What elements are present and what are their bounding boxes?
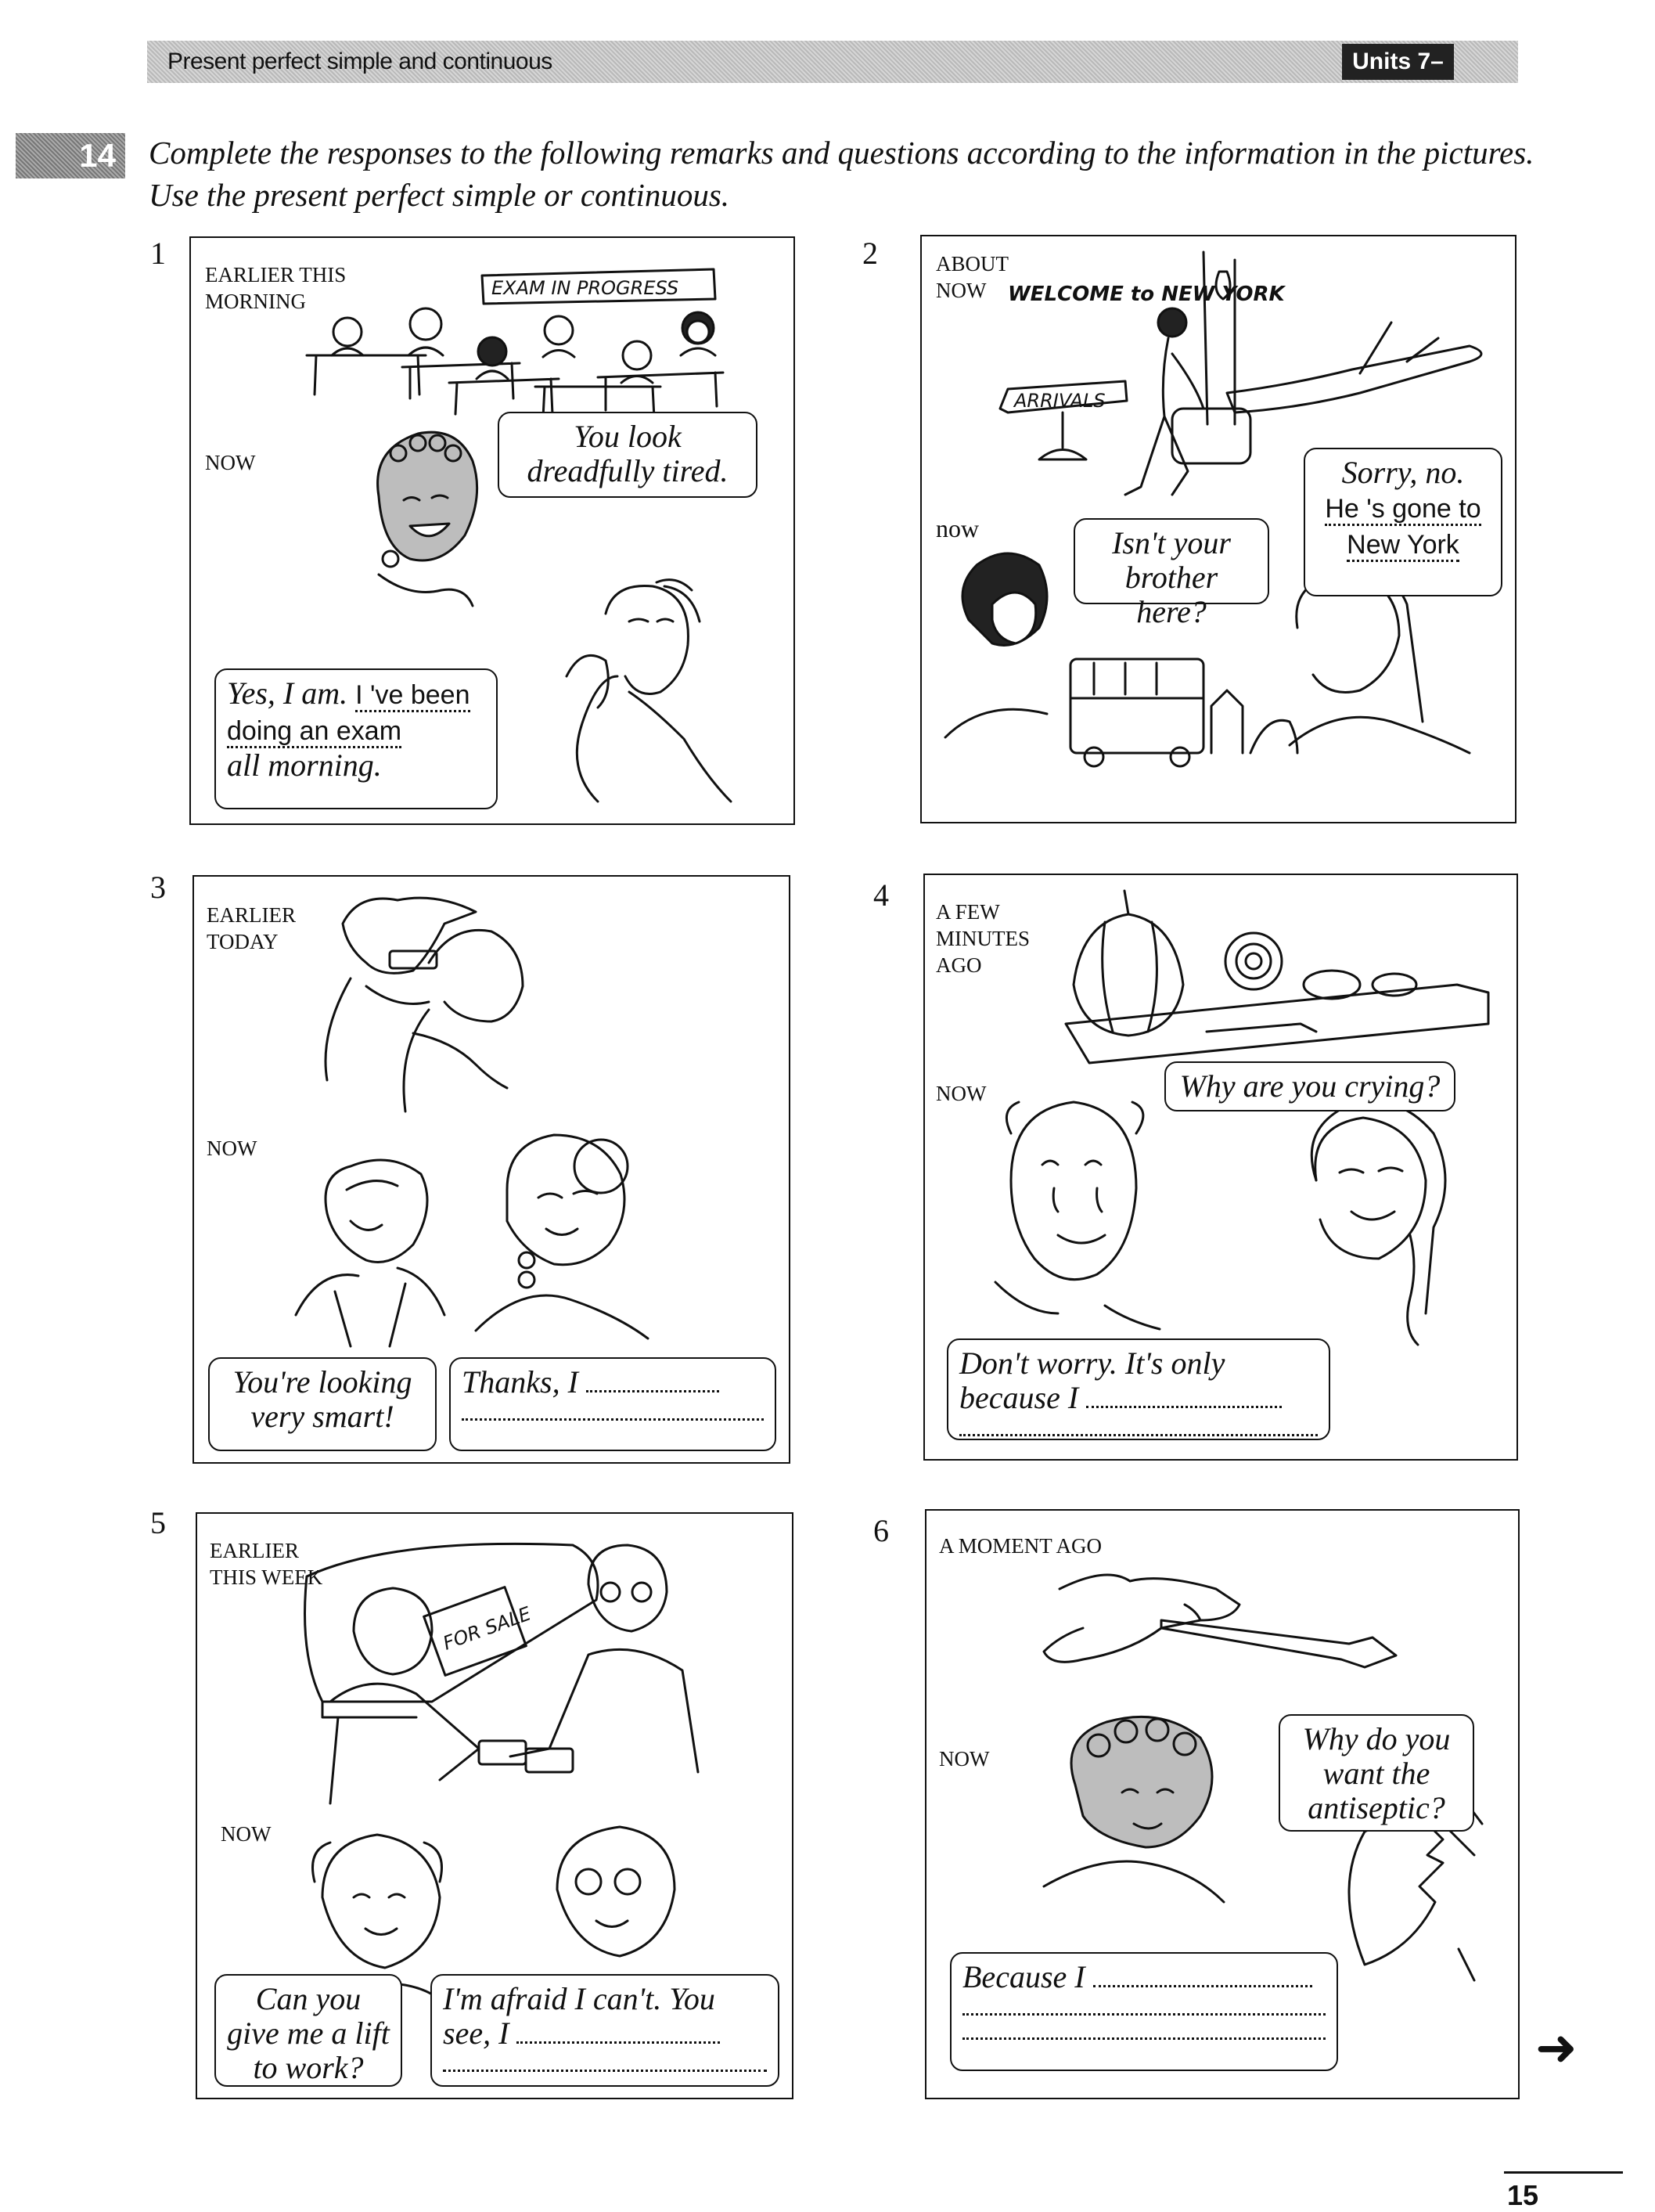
panel-1-caption-top: EARLIER THIS MORNING (205, 263, 347, 313)
panel-1-answer-end: all morning. (227, 748, 382, 783)
panel-2-number: 2 (862, 236, 878, 271)
panel-5-caption-top: EARLIER THIS WEEK (210, 1539, 323, 1589)
page-number: 15 (1507, 2179, 1539, 2211)
panel-5-answer-blank-2 (443, 2065, 767, 2072)
panel-4-number: 4 (873, 877, 889, 913)
panel-6-answer-blank-2 (962, 2008, 1326, 2016)
panel-6-caption-top: A MOMENT AGO (939, 1534, 1103, 1558)
panel-5-answer-bubble (430, 1974, 779, 2087)
panel-6-answer-bubble (950, 1952, 1338, 2071)
panel-3 (192, 875, 790, 1464)
panel-5 (196, 1512, 793, 2099)
panel-3-caption-now: NOW (207, 1137, 257, 1160)
header-band (147, 41, 1518, 110)
panel-5-caption-now: NOW (221, 1822, 272, 1846)
welcome-sign-text: WELCOME to NEW YORK (1008, 283, 1285, 306)
panel-3-number: 3 (150, 870, 166, 905)
panel-5-question-text: Can you give me a lift to work? (227, 1981, 390, 2085)
panel-2-answer-start: Sorry, no. (1341, 455, 1465, 490)
panel-2-answer-handwritten-1: He 's gone to (1325, 494, 1481, 526)
panel-4-caption-top: A FEW MINUTES AGO (936, 900, 1030, 977)
panel-6-question-text: Why do you want the antiseptic? (1302, 1721, 1451, 1825)
panel-1-answer-handwritten-2: doing an exam (227, 716, 401, 748)
panel-2-answer-handwritten-2: New York (1347, 530, 1459, 562)
panel-1-answer-bubble (214, 668, 498, 809)
panel-5-number: 5 (150, 1505, 166, 1540)
panel-3-answer-blank-1 (586, 1390, 719, 1392)
panel-2-caption-now: now (936, 514, 980, 542)
panel-3-question-bubble (208, 1357, 437, 1451)
panel-1-answer-handwritten-1: I 've been (355, 680, 470, 712)
panel-1 (189, 236, 795, 825)
panel-6-number: 6 (873, 1513, 889, 1548)
exercise-number: 14 (16, 133, 125, 178)
panel-4 (923, 874, 1518, 1461)
panel-1-caption-now: NOW (205, 451, 256, 474)
page-rule (1504, 2171, 1623, 2174)
panel-2-question-text: Isn't your brother here? (1112, 525, 1231, 629)
panel-5-answer-blank-1 (516, 2041, 720, 2044)
panel-4-question-text: Why are you crying? (1179, 1068, 1441, 1104)
panel-6-answer-blank-3 (962, 2033, 1326, 2040)
panel-4-answer-blank-2 (959, 1429, 1318, 1436)
panel-6-caption-now: NOW (939, 1747, 990, 1771)
panel-2-question-bubble (1074, 518, 1269, 629)
panel-4-answer-bubble (947, 1338, 1330, 1440)
units-tag: Units 7–12 (1342, 44, 1454, 80)
panel-3-caption-top: EARLIER TODAY (207, 903, 296, 953)
for-sale-sign-text: FOR SALE (440, 1602, 534, 1655)
panel-3-question-text: You're looking very smart! (232, 1364, 412, 1434)
panel-6-answer-blank-1 (1093, 1985, 1312, 1987)
panel-1-question-text: You look dreadfully tired. (527, 419, 729, 488)
panel-4-answer-start: Don't worry. It's only because I (959, 1346, 1225, 1415)
panel-4-caption-now: NOW (936, 1082, 987, 1105)
panel-6-answer-start: Because I (962, 1959, 1085, 1994)
exercise-instruction: Complete the responses to the following remarks and questions according to the information in the pictures. Use the present perfect simple or continuous. (149, 135, 1534, 213)
panel-2-answer-bubble (1304, 448, 1502, 596)
exam-sign-text: EXAM IN PROGRESS (491, 277, 679, 299)
panel-4-question-bubble (1164, 1061, 1455, 1111)
arrivals-sign-text: ARRIVALS (1014, 390, 1106, 412)
header-title: Present perfect simple and continuous (167, 49, 552, 74)
panel-6 (925, 1509, 1520, 2099)
panel-2 (920, 235, 1516, 823)
panel-2-caption-top: ABOUT NOW (936, 252, 1009, 302)
panel-5-answer-start: I'm afraid I can't. You see, I (443, 1981, 715, 2051)
panel-4-answer-blank-1 (1086, 1406, 1282, 1408)
panel-3-answer-bubble (449, 1357, 776, 1451)
panel-5-question-bubble (214, 1974, 402, 2087)
panel-1-number: 1 (150, 236, 166, 271)
panel-1-question-bubble (498, 412, 757, 498)
panel-3-answer-blank-2 (462, 1414, 764, 1421)
right-arrow-icon: ➜ (1535, 2019, 1578, 2077)
panel-3-answer-start: Thanks, I (462, 1364, 578, 1400)
panel-6-question-bubble (1279, 1714, 1474, 1832)
panel-1-answer-start: Yes, I am. (227, 675, 348, 711)
